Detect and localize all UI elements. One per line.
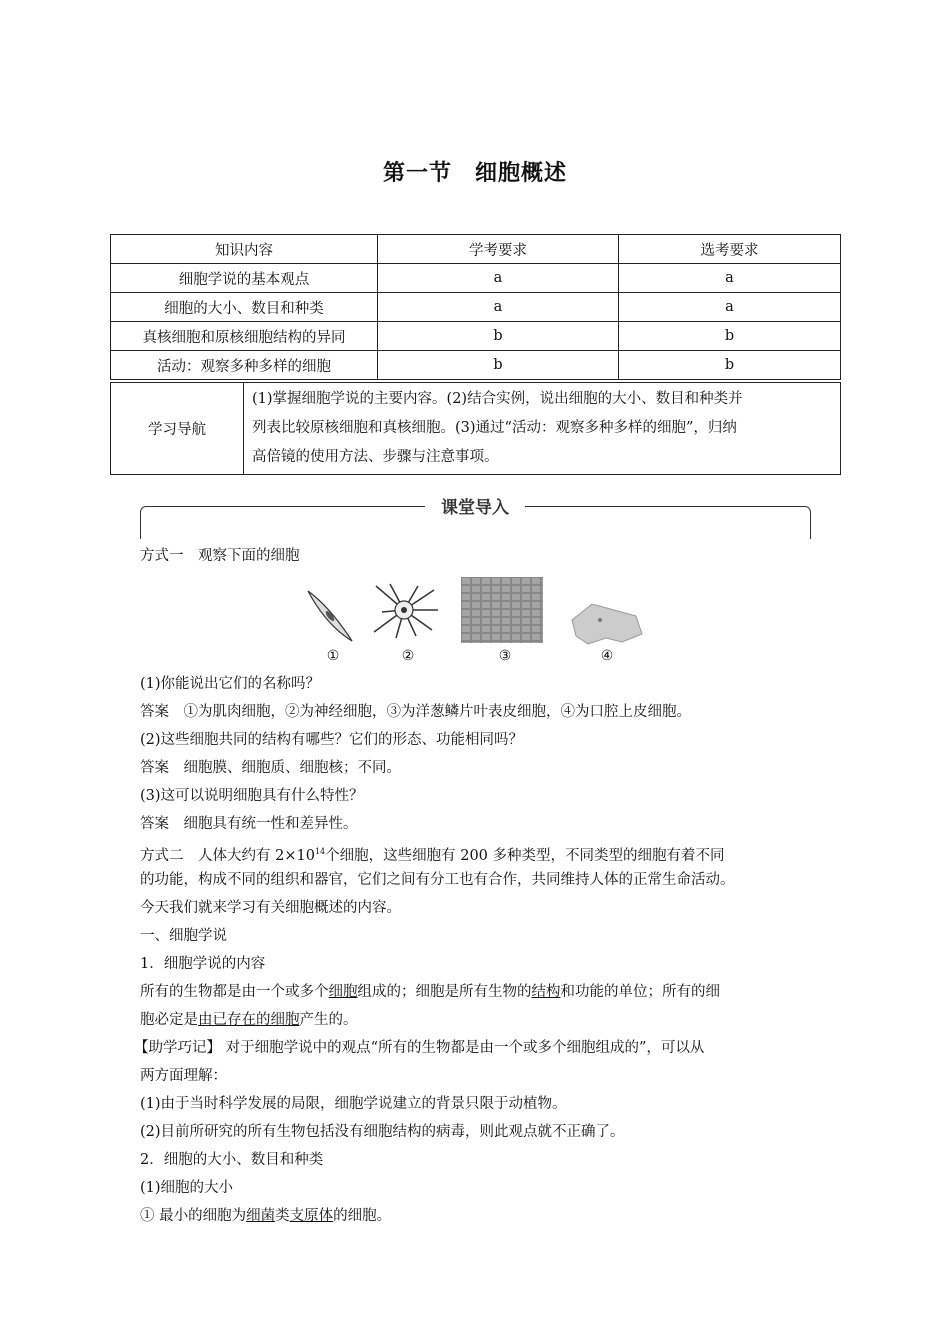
question-1: (1)你能说出它们的名称吗？: [140, 676, 321, 692]
method-two-line: 的功能，构成不同的组织和器官，它们之间有分工也有合作，共同维持人体的正常生命活动。: [140, 872, 735, 888]
table-cell: a: [378, 264, 619, 293]
table-cell: 活动：观察多种多样的细胞: [111, 351, 378, 380]
text-span: 组成的；细胞是所有生物的: [357, 984, 532, 1000]
table-row: [111, 264, 841, 293]
memory-tip-item: (2)目前所研究的所有生物包括没有细胞结构的病毒，则此观点就不正确了。: [140, 1124, 625, 1140]
paragraph-line: [140, 1010, 830, 1030]
text-span: 所有的生物都是由一个或多个: [140, 984, 329, 1000]
subsection-heading: 1．细胞学说的内容: [140, 956, 266, 972]
table-header: 选考要求: [619, 235, 841, 264]
paragraph-line: [140, 1206, 830, 1226]
text-span: 产生的。: [299, 1012, 358, 1028]
table-cell: b: [378, 322, 619, 351]
study-guide-label: 学习导航: [111, 383, 244, 475]
answer-1: 答案 ①为肌肉细胞，②为神经细胞，③为洋葱鳞片叶表皮细胞，④为口腔上皮细胞。: [140, 704, 691, 720]
study-guide-line: 列表比较原核细胞和真核细胞。(3)通过“活动：观察多种多样的细胞”，归纳: [252, 420, 737, 436]
text-span: 胞必定是: [140, 1012, 198, 1028]
fill-blank: 细菌: [246, 1208, 276, 1224]
answer-3: 答案 细胞具有统一性和差异性。: [140, 816, 358, 832]
fill-blank: 细胞: [328, 984, 358, 1000]
muscle-cell-figure: [300, 585, 360, 645]
fill-blank: 由已存在的细胞: [198, 1012, 300, 1028]
nerve-cell-figure: [368, 582, 440, 642]
study-guide-line: 高倍镜的使用方法、步骤与注意事项。: [252, 449, 499, 465]
answer-2: 答案 细胞膜、细胞质、细胞核；不同。: [140, 760, 401, 776]
table-cell: 细胞的大小、数目和种类: [111, 293, 378, 322]
section-heading: 课堂导入: [425, 493, 525, 518]
method-two-line: [140, 842, 830, 866]
table-cell: a: [619, 264, 841, 293]
oral-epithelium-figure: [566, 600, 646, 646]
question-2: (2)这些细胞共同的结构有哪些？它们的形态、功能相同吗？: [140, 732, 524, 748]
page-title: 第一节 细胞概述: [382, 161, 567, 186]
table-cell: 细胞学说的基本观点: [111, 264, 378, 293]
table-cell: b: [619, 322, 841, 351]
table-row: [111, 322, 841, 351]
figure-caption: ④: [600, 648, 614, 664]
knowledge-table: [110, 234, 841, 380]
study-guide-text: [244, 383, 841, 475]
fill-blank: 结构: [531, 984, 561, 1000]
exponent: 14: [314, 847, 326, 856]
figure-caption: ②: [401, 648, 415, 664]
table-header: 知识内容: [111, 235, 378, 264]
subsection-heading: 2．细胞的大小、数目和种类: [140, 1152, 324, 1168]
text-span: 类: [275, 1208, 290, 1224]
study-guide-table: [110, 382, 841, 475]
figure-caption: ①: [326, 648, 340, 664]
memory-tip: 【助学巧记】 对于细胞学说中的观点“所有的生物都是由一个或多个细胞组成的”，可以从: [134, 1040, 705, 1056]
text-span: 和功能的单位；所有的细: [560, 984, 720, 1000]
memory-tip: 两方面理解：: [140, 1068, 227, 1084]
question-3: (3)这可以说明细胞具有什么特性？: [140, 788, 364, 804]
onion-epidermis-figure: [461, 577, 543, 643]
method-two-text: 方式二 人体大约有 2×10: [140, 847, 315, 864]
method-two-text: 个细胞，这些细胞有 200 多种类型，不同类型的细胞有着不同: [325, 847, 725, 864]
study-guide-line: (1)掌握细胞学说的主要内容。(2)结合实例，说出细胞的大小、数目和种类并: [252, 391, 743, 407]
table-row: [111, 383, 841, 475]
table-cell: 真核细胞和原核细胞结构的异同: [111, 322, 378, 351]
table-row: [111, 293, 841, 322]
table-cell: b: [619, 351, 841, 380]
subsection-heading: (1)细胞的大小: [140, 1180, 234, 1196]
method-two-line: 今天我们就来学习有关细胞概述的内容。: [140, 900, 401, 916]
paragraph-line: [140, 982, 830, 1002]
table-cell: b: [378, 351, 619, 380]
figure-caption: ③: [498, 648, 512, 664]
text-span: ① 最小的细胞为: [140, 1208, 247, 1224]
table-cell: a: [619, 293, 841, 322]
memory-tip-item: (1)由于当时科学发展的局限，细胞学说建立的背景只限于动植物。: [140, 1096, 567, 1112]
table-row: [111, 351, 841, 380]
method-one-line: 方式一 观察下面的细胞: [140, 548, 300, 564]
fill-blank: 支原体: [289, 1208, 334, 1224]
section-1-heading: 一、细胞学说: [140, 928, 227, 944]
table-header: 学考要求: [378, 235, 619, 264]
table-header-row: [111, 235, 841, 264]
text-span: 的细胞。: [333, 1208, 392, 1224]
table-cell: a: [378, 293, 619, 322]
